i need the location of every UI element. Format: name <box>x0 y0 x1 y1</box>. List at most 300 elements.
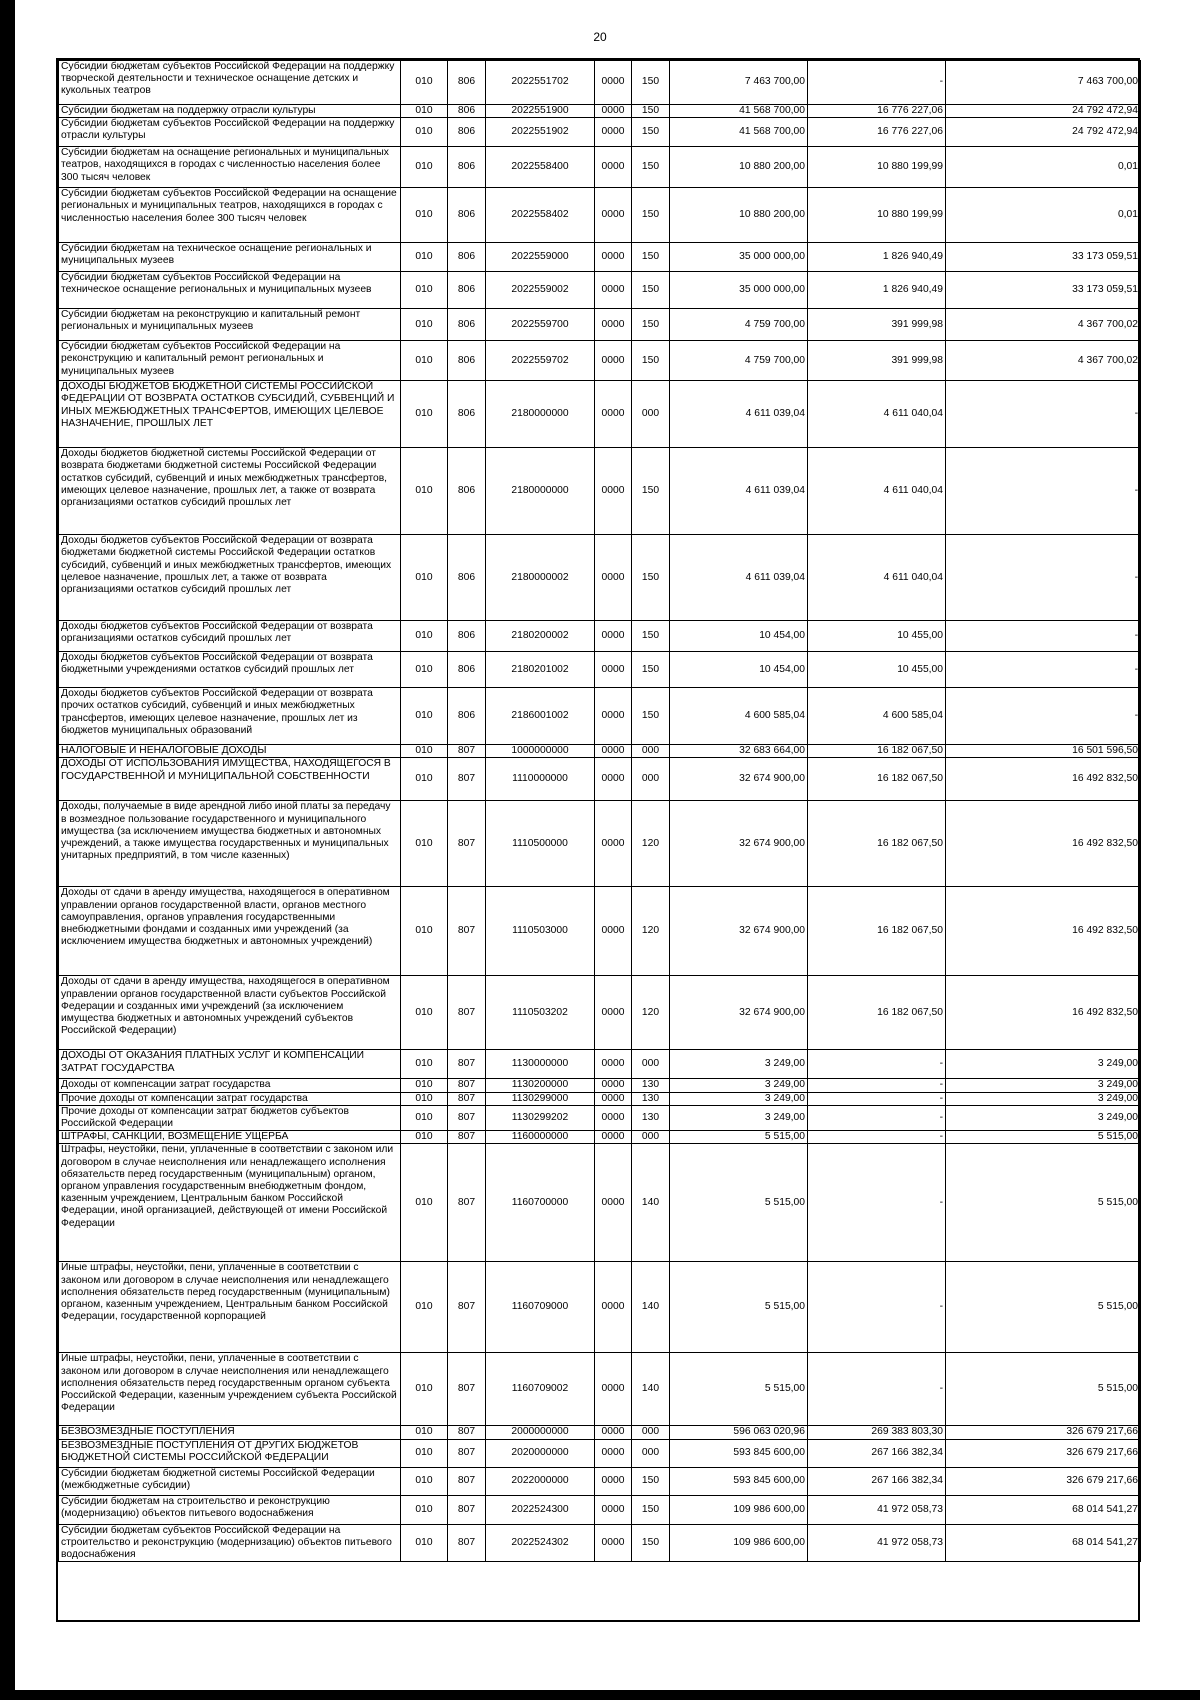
code-admin: 807 <box>448 1439 486 1467</box>
table-row <box>59 1144 1141 1262</box>
code-kosgu: 150 <box>632 1467 670 1495</box>
amount-plan: 4 611 039,04 <box>670 535 808 621</box>
table-row <box>59 381 1141 448</box>
code-kbk: 2022559002 <box>486 272 595 309</box>
table-row <box>59 1467 1141 1495</box>
amount-executed: 41 972 058,73 <box>808 1524 946 1562</box>
amount-executed: 41 972 058,73 <box>808 1495 946 1524</box>
amount-plan: 4 611 039,04 <box>670 381 808 448</box>
amount-executed: 16 182 067,50 <box>808 976 946 1050</box>
code-admin: 806 <box>448 621 486 652</box>
amount-remaining: 5 515,00 <box>946 1353 1141 1426</box>
amount-remaining: 24 792 472,94 <box>946 118 1141 147</box>
amount-executed: 267 166 382,34 <box>808 1439 946 1467</box>
code-admin: 807 <box>448 1467 486 1495</box>
row-name: Субсидии бюджетам на техническое оснащение региональных и муниципальных музеев <box>59 243 401 272</box>
amount-remaining: 5 515,00 <box>946 1131 1141 1144</box>
code-kbk: 1160700000 <box>486 1144 595 1262</box>
code-program: 0000 <box>595 801 632 887</box>
row-name: ДОХОДЫ БЮДЖЕТОВ БЮДЖЕТНОЙ СИСТЕМЫ РОССИЙСКОЙ ФЕДЕРАЦИИ ОТ ВОЗВРАТА ОСТАТКОВ СУБСИДИЙ, СУБВЕНЦИЙ И ИНЫХ МЕЖБЮДЖЕТНЫХ ТРАНСФЕРТОВ, ИМЕЮЩИХ ЦЕЛЕВОЕ НАЗНАЧЕНИЕ, ПРОШЛЫХ ЛЕТ <box>59 381 401 448</box>
amount-plan: 4 759 700,00 <box>670 341 808 381</box>
code-kosgu: 140 <box>632 1262 670 1353</box>
amount-remaining: 7 463 700,00 <box>946 61 1141 105</box>
code-program: 0000 <box>595 652 632 688</box>
amount-plan: 3 249,00 <box>670 1092 808 1105</box>
code-kosgu: 000 <box>632 745 670 758</box>
amount-remaining: 3 249,00 <box>946 1050 1141 1079</box>
table-row <box>59 341 1141 381</box>
table-row <box>59 1524 1141 1562</box>
code-program: 0000 <box>595 758 632 801</box>
amount-executed: 4 611 040,04 <box>808 448 946 535</box>
scan-border-bottom <box>0 1690 1200 1700</box>
amount-executed: 269 383 803,30 <box>808 1426 946 1439</box>
code-1: 010 <box>401 1467 448 1495</box>
amount-remaining: 3 249,00 <box>946 1092 1141 1105</box>
amount-executed: 10 455,00 <box>808 621 946 652</box>
row-name: Доходы от компенсации затрат государства <box>59 1079 401 1092</box>
code-kbk: 2022524302 <box>486 1524 595 1562</box>
table-row <box>59 243 1141 272</box>
code-admin: 807 <box>448 758 486 801</box>
amount-plan: 10 454,00 <box>670 652 808 688</box>
code-kosgu: 120 <box>632 887 670 976</box>
code-kosgu: 130 <box>632 1079 670 1092</box>
code-1: 010 <box>401 801 448 887</box>
code-admin: 806 <box>448 243 486 272</box>
row-name: Доходы, получаемые в виде арендной либо иной платы за передачу в возмездное пользование государственного и муниципального имущества (за исключением имущества бюджетных и автономных учреждений, а также имущества государственных и муниципальных унитарных предприятий, в том числе казенных) <box>59 801 401 887</box>
code-kosgu: 150 <box>632 147 670 188</box>
code-kbk: 2022559702 <box>486 341 595 381</box>
code-kbk: 2022558400 <box>486 147 595 188</box>
code-program: 0000 <box>595 188 632 243</box>
amount-remaining: 3 249,00 <box>946 1105 1141 1130</box>
amount-plan: 5 515,00 <box>670 1353 808 1426</box>
code-kbk: 1130299202 <box>486 1105 595 1130</box>
table-row <box>59 652 1141 688</box>
code-kosgu: 120 <box>632 976 670 1050</box>
code-1: 010 <box>401 105 448 118</box>
row-name: Доходы бюджетов субъектов Российской Федерации от возврата бюджетами бюджетной системы Российской Федерации остатков субсидий, субвенций и иных межбюджетных трансфертов, имеющих целевое назначение, прошлых лет, а также от возврата организациями остатков субсидий прошлых лет <box>59 535 401 621</box>
row-name: Иные штрафы, неустойки, пени, уплаченные в соответствии с законом или договором в случае неисполнения или ненадлежащего исполнения обязательств перед государственным органом субъекта Российской Федерации, казенным учреждением субъекта Российской Федерации <box>59 1353 401 1426</box>
amount-remaining: - <box>946 652 1141 688</box>
row-name: БЕЗВОЗМЕЗДНЫЕ ПОСТУПЛЕНИЯ ОТ ДРУГИХ БЮДЖЕТОВ БЮДЖЕТНОЙ СИСТЕМЫ РОССИЙСКОЙ ФЕДЕРАЦИИ <box>59 1439 401 1467</box>
code-kosgu: 000 <box>632 1439 670 1467</box>
row-name: Субсидии бюджетам на реконструкцию и капитальный ремонт региональных и муниципальных музеев <box>59 309 401 341</box>
code-program: 0000 <box>595 887 632 976</box>
table-row <box>59 1426 1141 1439</box>
code-kbk: 2180200002 <box>486 621 595 652</box>
amount-plan: 10 880 200,00 <box>670 188 808 243</box>
table-body <box>59 61 1141 1562</box>
code-kbk: 1130000000 <box>486 1050 595 1079</box>
code-kosgu: 150 <box>632 1524 670 1562</box>
code-program: 0000 <box>595 621 632 652</box>
code-kosgu: 150 <box>632 341 670 381</box>
code-kbk: 1110503000 <box>486 887 595 976</box>
amount-executed: 1 826 940,49 <box>808 272 946 309</box>
table-row <box>59 801 1141 887</box>
code-kbk: 1110503202 <box>486 976 595 1050</box>
amount-executed: - <box>808 1050 946 1079</box>
amount-executed: 391 999,98 <box>808 309 946 341</box>
code-kosgu: 150 <box>632 272 670 309</box>
code-1: 010 <box>401 381 448 448</box>
row-name: Доходы бюджетов бюджетной системы Российской Федерации от возврата бюджетами бюджетной системы Российской Федерации остатков субсидий, субвенций и иных межбюджетных трансфертов, имеющих целевое назначение, прошлых лет, а также от возврата организациями остатков субсидий прошлых лет <box>59 448 401 535</box>
amount-plan: 10 454,00 <box>670 621 808 652</box>
code-kbk: 2022558402 <box>486 188 595 243</box>
code-kbk: 2000000000 <box>486 1426 595 1439</box>
code-program: 0000 <box>595 745 632 758</box>
code-admin: 807 <box>448 1079 486 1092</box>
code-program: 0000 <box>595 1439 632 1467</box>
code-program: 0000 <box>595 105 632 118</box>
code-1: 010 <box>401 1050 448 1079</box>
amount-remaining: 16 492 832,50 <box>946 887 1141 976</box>
code-program: 0000 <box>595 688 632 745</box>
amount-remaining: 16 492 832,50 <box>946 758 1141 801</box>
code-program: 0000 <box>595 243 632 272</box>
row-name: БЕЗВОЗМЕЗДНЫЕ ПОСТУПЛЕНИЯ <box>59 1426 401 1439</box>
code-1: 010 <box>401 1105 448 1130</box>
table-row <box>59 621 1141 652</box>
code-admin: 807 <box>448 1353 486 1426</box>
row-name: Доходы от сдачи в аренду имущества, находящегося в оперативном управлении органов государственной власти субъектов Российской Федерации и созданных ими учреждений (за исключением имущества бюджетных и автономных учреждений субъектов Российской Федерации) <box>59 976 401 1050</box>
code-kosgu: 130 <box>632 1105 670 1130</box>
amount-plan: 32 674 900,00 <box>670 976 808 1050</box>
code-kosgu: 000 <box>632 1426 670 1439</box>
amount-plan: 32 674 900,00 <box>670 801 808 887</box>
row-name: Прочие доходы от компенсации затрат государства <box>59 1092 401 1105</box>
code-kosgu: 150 <box>632 535 670 621</box>
code-1: 010 <box>401 1353 448 1426</box>
row-name: Субсидии бюджетам на оснащение региональных и муниципальных театров, находящихся в городах с численностью населения более 300 тысяч человек <box>59 147 401 188</box>
code-1: 010 <box>401 118 448 147</box>
code-kbk: 2180000000 <box>486 448 595 535</box>
row-name: НАЛОГОВЫЕ И НЕНАЛОГОВЫЕ ДОХОДЫ <box>59 745 401 758</box>
amount-remaining: 0,01 <box>946 147 1141 188</box>
code-1: 010 <box>401 976 448 1050</box>
code-1: 010 <box>401 341 448 381</box>
code-kbk: 2022551902 <box>486 118 595 147</box>
amount-plan: 109 986 600,00 <box>670 1524 808 1562</box>
amount-executed: - <box>808 1131 946 1144</box>
code-1: 010 <box>401 272 448 309</box>
code-kosgu: 150 <box>632 688 670 745</box>
code-kbk: 1130299000 <box>486 1092 595 1105</box>
row-name: Штрафы, неустойки, пени, уплаченные в соответствии с законом или договором в случае неисполнения или ненадлежащего исполнения обязательств перед государственным (муниципальным) органом, органом управления государственным внебюджетным фондом, казенным учреждением, Центральным банком Российской Федерации, иной организацией, действующей от имени Российской Федерации <box>59 1144 401 1262</box>
code-kosgu: 130 <box>632 1092 670 1105</box>
table-row <box>59 1092 1141 1105</box>
code-admin: 806 <box>448 147 486 188</box>
code-program: 0000 <box>595 1131 632 1144</box>
code-program: 0000 <box>595 1353 632 1426</box>
code-kosgu: 150 <box>632 652 670 688</box>
code-admin: 806 <box>448 448 486 535</box>
code-program: 0000 <box>595 272 632 309</box>
code-1: 010 <box>401 1262 448 1353</box>
amount-remaining: - <box>946 381 1141 448</box>
code-1: 010 <box>401 1079 448 1092</box>
scan-border-left <box>0 0 15 1700</box>
amount-executed: 16 776 227,06 <box>808 105 946 118</box>
code-1: 010 <box>401 758 448 801</box>
code-admin: 806 <box>448 188 486 243</box>
table-row <box>59 887 1141 976</box>
table-row <box>59 1105 1141 1130</box>
row-name: Субсидии бюджетам субъектов Российской Федерации на поддержку отрасли культуры <box>59 118 401 147</box>
code-kbk: 2020000000 <box>486 1439 595 1467</box>
code-program: 0000 <box>595 976 632 1050</box>
code-admin: 807 <box>448 1105 486 1130</box>
amount-remaining: 68 014 541,27 <box>946 1495 1141 1524</box>
amount-plan: 4 611 039,04 <box>670 448 808 535</box>
code-admin: 807 <box>448 1092 486 1105</box>
code-admin: 806 <box>448 652 486 688</box>
amount-executed: 10 455,00 <box>808 652 946 688</box>
code-admin: 807 <box>448 976 486 1050</box>
amount-plan: 7 463 700,00 <box>670 61 808 105</box>
code-1: 010 <box>401 147 448 188</box>
budget-table <box>58 60 1141 1562</box>
table-row <box>59 1079 1141 1092</box>
code-1: 010 <box>401 887 448 976</box>
amount-executed: 16 776 227,06 <box>808 118 946 147</box>
code-admin: 806 <box>448 61 486 105</box>
amount-remaining: 5 515,00 <box>946 1144 1141 1262</box>
code-program: 0000 <box>595 1495 632 1524</box>
row-name: Субсидии бюджетам субъектов Российской Федерации на техническое оснащение региональных и муниципальных музеев <box>59 272 401 309</box>
table-row <box>59 745 1141 758</box>
amount-plan: 35 000 000,00 <box>670 243 808 272</box>
code-admin: 807 <box>448 887 486 976</box>
amount-executed: - <box>808 1092 946 1105</box>
code-program: 0000 <box>595 147 632 188</box>
code-kosgu: 000 <box>632 1050 670 1079</box>
amount-remaining: 4 367 700,02 <box>946 341 1141 381</box>
code-1: 010 <box>401 1524 448 1562</box>
table-row <box>59 1131 1141 1144</box>
row-name: Субсидии бюджетам субъектов Российской Федерации на оснащение региональных и муниципальных театров, находящихся в городах с численностью населения более 300 тысяч человек <box>59 188 401 243</box>
amount-executed: - <box>808 1079 946 1092</box>
code-admin: 807 <box>448 1495 486 1524</box>
code-program: 0000 <box>595 381 632 448</box>
amount-remaining: 33 173 059,51 <box>946 272 1141 309</box>
code-kbk: 2022559000 <box>486 243 595 272</box>
amount-executed: 10 880 199,99 <box>808 188 946 243</box>
code-program: 0000 <box>595 1105 632 1130</box>
code-kosgu: 150 <box>632 105 670 118</box>
table-row <box>59 147 1141 188</box>
code-program: 0000 <box>595 1144 632 1262</box>
amount-remaining: 16 501 596,50 <box>946 745 1141 758</box>
code-admin: 807 <box>448 1524 486 1562</box>
code-admin: 807 <box>448 801 486 887</box>
code-admin: 807 <box>448 1050 486 1079</box>
code-1: 010 <box>401 1426 448 1439</box>
row-name: Субсидии бюджетам на поддержку отрасли культуры <box>59 105 401 118</box>
code-1: 010 <box>401 309 448 341</box>
code-program: 0000 <box>595 341 632 381</box>
table-row <box>59 188 1141 243</box>
code-admin: 807 <box>448 1262 486 1353</box>
amount-remaining: - <box>946 621 1141 652</box>
code-admin: 806 <box>448 535 486 621</box>
amount-executed: 4 611 040,04 <box>808 381 946 448</box>
amount-remaining: - <box>946 535 1141 621</box>
code-kosgu: 150 <box>632 188 670 243</box>
code-kbk: 1000000000 <box>486 745 595 758</box>
code-1: 010 <box>401 688 448 745</box>
amount-remaining: 326 679 217,66 <box>946 1439 1141 1467</box>
amount-remaining: 33 173 059,51 <box>946 243 1141 272</box>
code-kbk: 1110500000 <box>486 801 595 887</box>
table-row <box>59 1353 1141 1426</box>
table-row <box>59 1262 1141 1353</box>
amount-plan: 3 249,00 <box>670 1050 808 1079</box>
code-admin: 807 <box>448 745 486 758</box>
code-1: 010 <box>401 61 448 105</box>
code-program: 0000 <box>595 448 632 535</box>
code-kosgu: 000 <box>632 758 670 801</box>
code-kosgu: 140 <box>632 1144 670 1262</box>
amount-plan: 5 515,00 <box>670 1131 808 1144</box>
code-kbk: 2180000000 <box>486 381 595 448</box>
code-kosgu: 000 <box>632 381 670 448</box>
code-kbk: 2022551702 <box>486 61 595 105</box>
table-row <box>59 118 1141 147</box>
code-kbk: 1160709002 <box>486 1353 595 1426</box>
code-program: 0000 <box>595 1467 632 1495</box>
code-admin: 806 <box>448 341 486 381</box>
code-kosgu: 150 <box>632 61 670 105</box>
amount-plan: 596 063 020,96 <box>670 1426 808 1439</box>
amount-plan: 32 674 900,00 <box>670 887 808 976</box>
row-name: Доходы бюджетов субъектов Российской Федерации от возврата бюджетными учреждениями остатков субсидий прошлых лет <box>59 652 401 688</box>
amount-plan: 4 600 585,04 <box>670 688 808 745</box>
code-kosgu: 150 <box>632 621 670 652</box>
code-kbk: 2180201002 <box>486 652 595 688</box>
table-row <box>59 272 1141 309</box>
row-name: Доходы от сдачи в аренду имущества, находящегося в оперативном управлении органов государственной власти, органов местного самоуправления, органов управления государственными внебюджетными фондами и созданных ими учреждений (за исключением имущества бюджетных и автономных учреждений) <box>59 887 401 976</box>
row-name: Прочие доходы от компенсации затрат бюджетов субъектов Российской Федерации <box>59 1105 401 1130</box>
table-row <box>59 535 1141 621</box>
amount-executed: 1 826 940,49 <box>808 243 946 272</box>
amount-plan: 5 515,00 <box>670 1144 808 1262</box>
code-1: 010 <box>401 448 448 535</box>
code-admin: 807 <box>448 1144 486 1262</box>
row-name: Субсидии бюджетам на строительство и реконструкцию (модернизацию) объектов питьевого водоснабжения <box>59 1495 401 1524</box>
table-row <box>59 1439 1141 1467</box>
amount-plan: 5 515,00 <box>670 1262 808 1353</box>
amount-plan: 109 986 600,00 <box>670 1495 808 1524</box>
code-admin: 806 <box>448 688 486 745</box>
table-row <box>59 688 1141 745</box>
amount-executed: 4 611 040,04 <box>808 535 946 621</box>
code-1: 010 <box>401 535 448 621</box>
code-admin: 806 <box>448 118 486 147</box>
amount-executed: 267 166 382,34 <box>808 1467 946 1495</box>
code-1: 010 <box>401 1144 448 1262</box>
amount-remaining: - <box>946 448 1141 535</box>
code-kbk: 2022524300 <box>486 1495 595 1524</box>
code-kosgu: 150 <box>632 309 670 341</box>
amount-remaining: 3 249,00 <box>946 1079 1141 1092</box>
amount-executed: - <box>808 1144 946 1262</box>
code-1: 010 <box>401 1495 448 1524</box>
table-row <box>59 61 1141 105</box>
table-row <box>59 1495 1141 1524</box>
amount-remaining: 68 014 541,27 <box>946 1524 1141 1562</box>
code-kosgu: 000 <box>632 1131 670 1144</box>
amount-plan: 3 249,00 <box>670 1079 808 1092</box>
code-program: 0000 <box>595 1524 632 1562</box>
row-name: ДОХОДЫ ОТ ОКАЗАНИЯ ПЛАТНЫХ УСЛУГ И КОМПЕНСАЦИИ ЗАТРАТ ГОСУДАРСТВА <box>59 1050 401 1079</box>
amount-executed: 4 600 585,04 <box>808 688 946 745</box>
amount-remaining: 5 515,00 <box>946 1262 1141 1353</box>
amount-executed: - <box>808 1353 946 1426</box>
page-number: 20 <box>593 30 607 44</box>
code-1: 010 <box>401 621 448 652</box>
amount-plan: 41 568 700,00 <box>670 105 808 118</box>
amount-executed: - <box>808 1262 946 1353</box>
amount-plan: 32 674 900,00 <box>670 758 808 801</box>
code-kbk: 1160709000 <box>486 1262 595 1353</box>
code-kosgu: 150 <box>632 1495 670 1524</box>
amount-plan: 593 845 600,00 <box>670 1467 808 1495</box>
code-kbk: 2022000000 <box>486 1467 595 1495</box>
code-1: 010 <box>401 1131 448 1144</box>
code-1: 010 <box>401 745 448 758</box>
table-row <box>59 1050 1141 1079</box>
code-kbk: 1160000000 <box>486 1131 595 1144</box>
table-row <box>59 758 1141 801</box>
code-program: 0000 <box>595 118 632 147</box>
row-name: Доходы бюджетов субъектов Российской Федерации от возврата организациями остатков субсидий прошлых лет <box>59 621 401 652</box>
amount-executed: - <box>808 1105 946 1130</box>
amount-plan: 3 249,00 <box>670 1105 808 1130</box>
amount-plan: 10 880 200,00 <box>670 147 808 188</box>
amount-remaining: 0,01 <box>946 188 1141 243</box>
row-name: ДОХОДЫ ОТ ИСПОЛЬЗОВАНИЯ ИМУЩЕСТВА, НАХОДЯЩЕГОСЯ В ГОСУДАРСТВЕННОЙ И МУНИЦИПАЛЬНОЙ СОБСТВЕННОСТИ <box>59 758 401 801</box>
table-row <box>59 309 1141 341</box>
amount-remaining: 4 367 700,02 <box>946 309 1141 341</box>
code-kosgu: 150 <box>632 118 670 147</box>
code-kbk: 2180000002 <box>486 535 595 621</box>
code-kbk: 1130200000 <box>486 1079 595 1092</box>
code-program: 0000 <box>595 1426 632 1439</box>
row-name: Субсидии бюджетам субъектов Российской Федерации на строительство и реконструкцию (модернизацию) объектов питьевого водоснабжения <box>59 1524 401 1562</box>
code-admin: 806 <box>448 309 486 341</box>
table-row <box>59 105 1141 118</box>
code-program: 0000 <box>595 309 632 341</box>
amount-executed: 10 880 199,99 <box>808 147 946 188</box>
code-1: 010 <box>401 1439 448 1467</box>
code-program: 0000 <box>595 61 632 105</box>
code-kbk: 1110000000 <box>486 758 595 801</box>
row-name: Иные штрафы, неустойки, пени, уплаченные в соответствии с законом или договором в случае неисполнения или ненадлежащего исполнения обязательств перед государственным (муниципальным) органом, казенным учреждением, Центральным банком Российской Федерации, государственной корпорацией <box>59 1262 401 1353</box>
row-name: ШТРАФЫ, САНКЦИИ, ВОЗМЕЩЕНИЕ УЩЕРБА <box>59 1131 401 1144</box>
amount-plan: 4 759 700,00 <box>670 309 808 341</box>
code-admin: 806 <box>448 272 486 309</box>
amount-remaining: 16 492 832,50 <box>946 801 1141 887</box>
code-admin: 806 <box>448 381 486 448</box>
code-admin: 806 <box>448 105 486 118</box>
code-1: 010 <box>401 652 448 688</box>
code-program: 0000 <box>595 535 632 621</box>
table-row <box>59 448 1141 535</box>
amount-remaining: 326 679 217,66 <box>946 1426 1141 1439</box>
